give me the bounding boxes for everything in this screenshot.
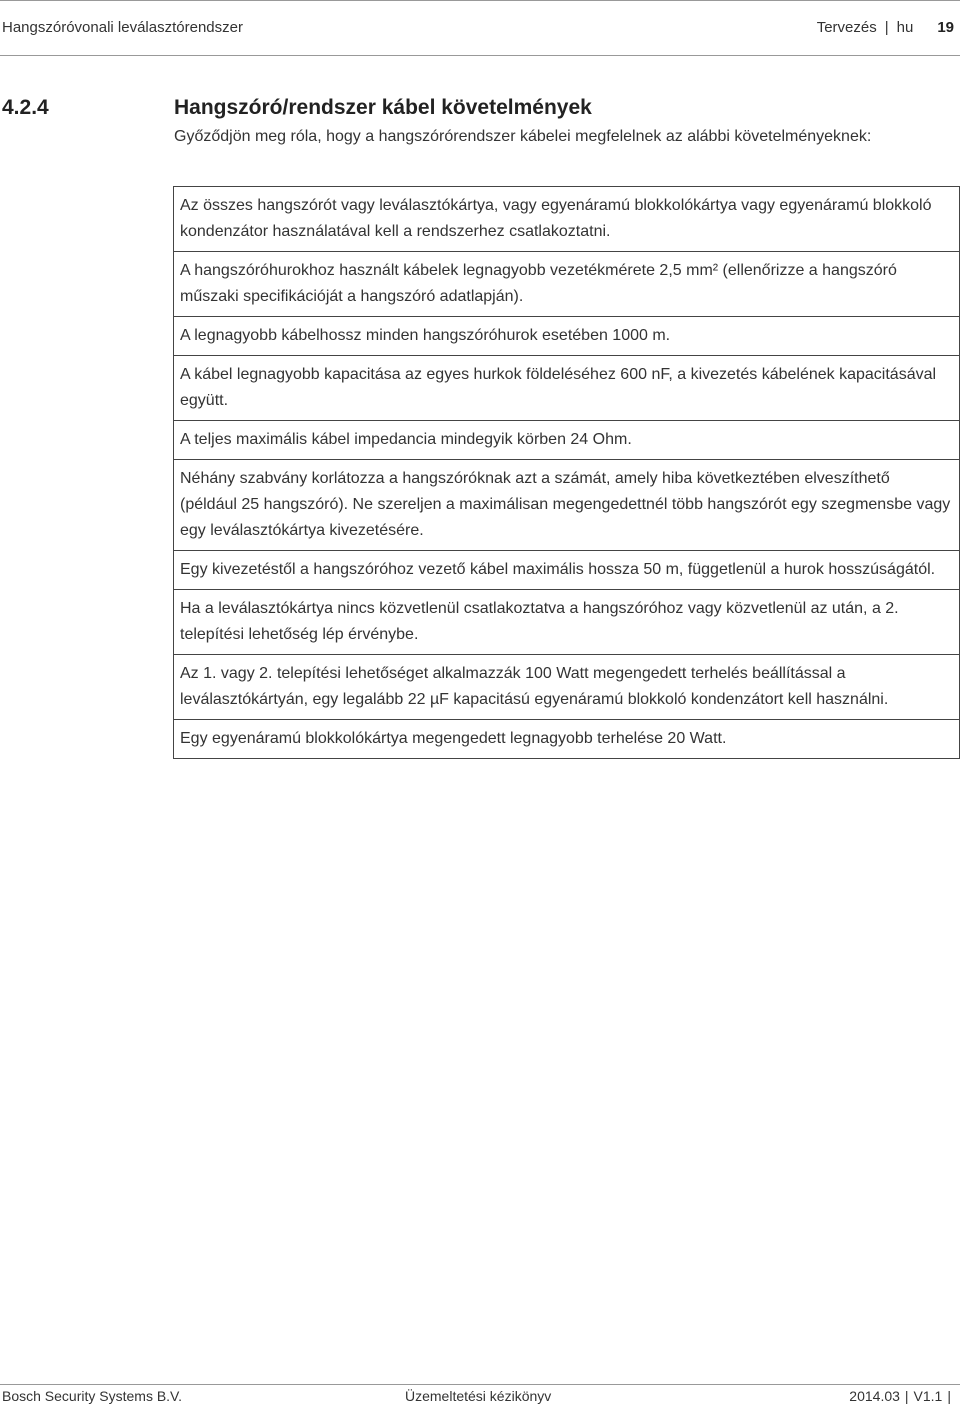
footer-edition [849,1388,956,1404]
page-footer [0,1384,960,1405]
requirement-cell: Ha a leválasztókártya nincs közvetlenül csatlakoztatva a hangszóróhoz vagy közvetlenül az után, a 2. telepítési lehetőség lép érvénybe. [174,590,960,655]
requirement-cell: Néhány szabvány korlátozza a hangszóróknak azt a számát, amely hiba következtében elveszíthető (például 25 hangszóró). Ne szereljen a maximálisan megengedettnél több hangszórót egy szegmensbe vagy egy leválasztókártya kivezetésére. [174,460,960,551]
page-header [0,0,960,56]
table-row [174,317,960,356]
footer-date: 2014.03 [849,1388,900,1404]
requirements-table [173,186,960,759]
section-title: Hangszóró/rendszer kábel követelmények [174,96,592,119]
requirement-cell: Az 1. vagy 2. telepítési lehetőséget alkalmazzák 100 Watt megengedett terhelés beállítással a leválasztókártyán, egy legalább 22 µF kapacitású egyenáramú blokkoló kondenzátort kell használni. [174,655,960,720]
requirement-cell: Egy egyenáramú blokkolókártya megengedett legnagyobb terhelése 20 Watt. [174,720,960,759]
section-number: 4.2.4 [2,96,49,119]
section-intro: Győződjön meg róla, hogy a hangszórórendszer kábelei megfelelnek az alábbi követelményeknek: [174,128,872,145]
table-row [174,187,960,252]
requirement-cell: A teljes maximális kábel impedancia mindegyik körben 24 Ohm. [174,421,960,460]
table-row [174,421,960,460]
header-separator: | [884,19,889,36]
footer-separator: | [947,1388,951,1404]
table-row [174,460,960,551]
document-title: Hangszóróvonali leválasztórendszer [2,19,243,36]
footer-version: V1.1 [913,1388,943,1404]
table-row [174,356,960,421]
table-row [174,720,960,759]
requirement-cell: Az összes hangszórót vagy leválasztókártya, vagy egyenáramú blokkolókártya vagy egyenáramú blokkoló kondenzátor használatával kell a rendszerhez csatlakoztatni. [174,187,960,252]
footer-document-type: Üzemeltetési kézikönyv [405,1388,552,1404]
table-row [174,590,960,655]
table-row [174,551,960,590]
header-meta [817,19,954,36]
requirement-cell: A hangszóróhurokhoz használt kábelek legnagyobb vezetékmérete 2,5 mm² (ellenőrizze a hangszóró műszaki specifikációját a hangszóró adatlapján). [174,252,960,317]
footer-company: Bosch Security Systems B.V. [2,1388,182,1404]
requirement-cell: A kábel legnagyobb kapacitása az egyes hurkok földeléséhez 600 nF, a kivezetés kábelének kapacitásával együtt. [174,356,960,421]
footer-separator: | [904,1388,909,1404]
table-row [174,252,960,317]
requirement-cell: A legnagyobb kábelhossz minden hangszóróhurok esetében 1000 m. [174,317,960,356]
header-language: hu [896,19,914,36]
table-row [174,655,960,720]
requirement-cell: Egy kivezetéstől a hangszóróhoz vezető kábel maximális hossza 50 m, függetlenül a hurok hosszúságától. [174,551,960,590]
header-section: Tervezés [816,19,877,36]
page-number: 19 [937,19,954,36]
